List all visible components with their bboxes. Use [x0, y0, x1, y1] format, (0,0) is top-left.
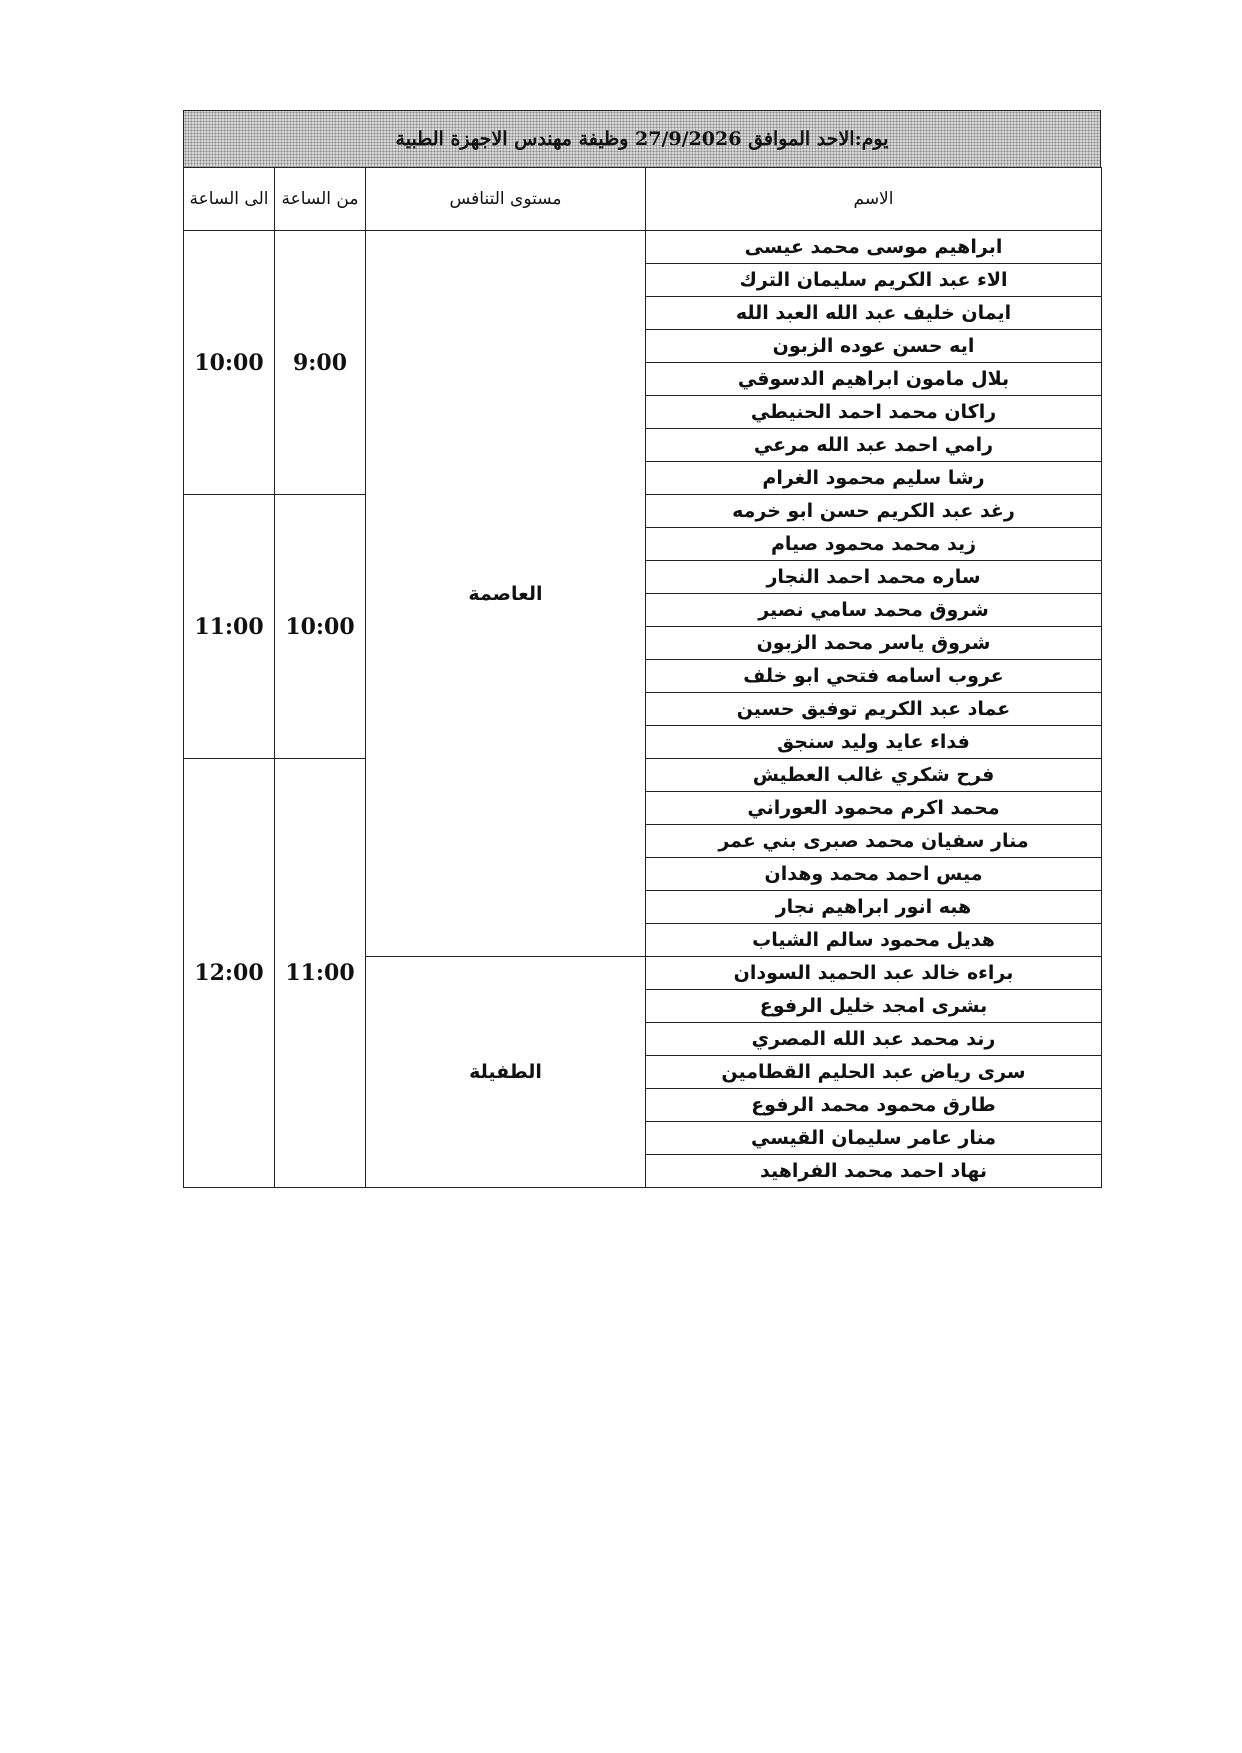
header-level: مستوى التنافس: [366, 168, 646, 231]
table-row: [184, 231, 1102, 264]
name-cell: عماد عبد الكريم توفيق حسين: [646, 693, 1102, 726]
name-cell: منار عامر سليمان القيسي: [646, 1122, 1102, 1155]
to-time-value: 11:00: [194, 613, 264, 640]
name-cell: ميس احمد محمد وهدان: [646, 858, 1102, 891]
name-cell: هديل محمود سالم الشياب: [646, 924, 1102, 957]
name-cell: الاء عبد الكريم سليمان الترك: [646, 264, 1102, 297]
name-cell: فداء عايد وليد سنجق: [646, 726, 1102, 759]
name-cell: عروب اسامه فتحي ابو خلف: [646, 660, 1102, 693]
header-from-time: من الساعة: [275, 168, 366, 231]
from-time-cell: [275, 495, 366, 759]
to-time-cell: [184, 759, 275, 1188]
from-time-cell: [275, 759, 366, 1188]
table-header-row: [184, 168, 1102, 231]
to-time-value: 12:00: [194, 960, 264, 986]
name-cell: زيد محمد محمود صيام: [646, 528, 1102, 561]
name-cell: بشرى امجد خليل الرفوع: [646, 990, 1102, 1023]
name-cell: ايه حسن عوده الزبون: [646, 330, 1102, 363]
name-cell: طارق محمود محمد الرفوع: [646, 1089, 1102, 1122]
schedule-title: يوم:الاحد الموافق 27/9/2026 وظيفة مهندس الاجهزة الطبية: [183, 110, 1101, 168]
name-cell: ابراهيم موسى محمد عيسى: [646, 231, 1102, 264]
name-cell: براءه خالد عبد الحميد السودان: [646, 957, 1102, 990]
name-cell: رند محمد عبد الله المصري: [646, 1023, 1102, 1056]
header-name: الاسم: [646, 168, 1102, 231]
name-cell: فرح شكري غالب العطيش: [646, 759, 1102, 792]
schedule-sheet: [183, 110, 1101, 1194]
name-cell: هبه انور ابراهيم نجار: [646, 891, 1102, 924]
name-cell: ساره محمد احمد النجار: [646, 561, 1102, 594]
name-cell: محمد اكرم محمود العوراني: [646, 792, 1102, 825]
name-cell: نهاد احمد محمد الفراهيد: [646, 1155, 1102, 1188]
from-time-value: 10:00: [285, 613, 355, 640]
name-cell: شروق ياسر محمد الزبون: [646, 627, 1102, 660]
name-cell: شروق محمد سامي نصير: [646, 594, 1102, 627]
name-cell: رامي احمد عبد الله مرعي: [646, 429, 1102, 462]
to-time-value: 10:00: [194, 349, 264, 376]
from-time-value: 9:00: [292, 349, 348, 376]
to-time-cell: [184, 231, 275, 495]
name-cell: بلال مامون ابراهيم الدسوقي: [646, 363, 1102, 396]
name-cell: سرى رياض عبد الحليم القطامين: [646, 1056, 1102, 1089]
from-time-cell: [275, 231, 366, 495]
level-cell-capital: العاصمة: [366, 231, 646, 957]
from-time-value: 11:00: [285, 960, 355, 986]
to-time-cell: [184, 495, 275, 759]
name-cell: راكان محمد احمد الحنيطي: [646, 396, 1102, 429]
name-cell: رغد عبد الكريم حسن ابو خرمه: [646, 495, 1102, 528]
level-cell-tafileh: الطفيلة: [366, 957, 646, 1188]
name-cell: ايمان خليف عبد الله العبد الله: [646, 297, 1102, 330]
schedule-table: [183, 167, 1102, 1188]
header-to-time: الى الساعة: [184, 168, 275, 231]
name-cell: رشا سليم محمود الغرام: [646, 462, 1102, 495]
name-cell: منار سفيان محمد صبرى بني عمر: [646, 825, 1102, 858]
